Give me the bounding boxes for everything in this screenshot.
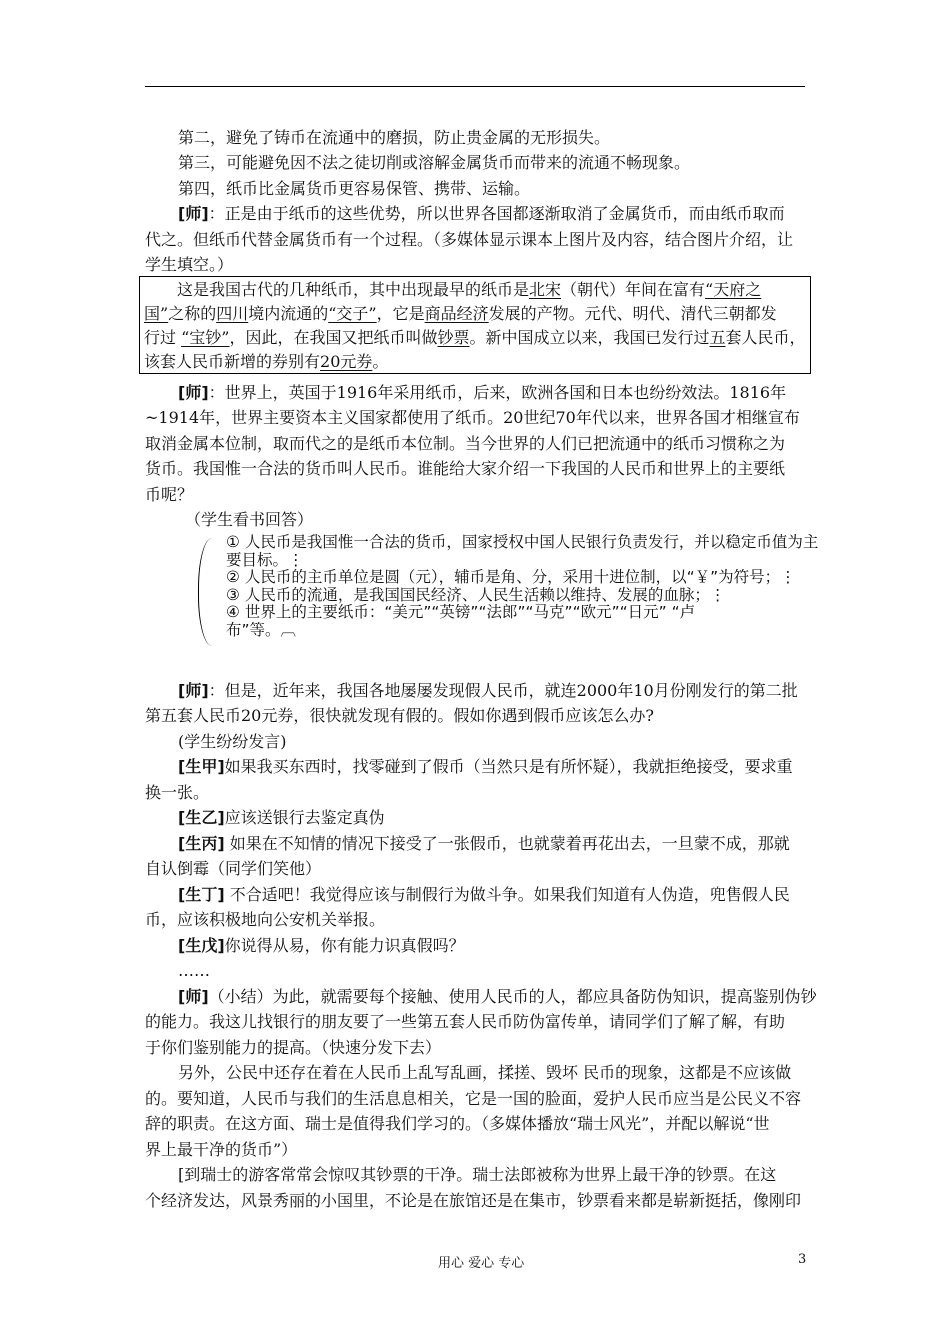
student-line: [生丙] 如果在不知情的情况下接受了一张假币，也就蒙着再花出去，一旦蒙不成，那就 <box>178 834 790 853</box>
paragraph-line: 个经济发达，风景秀丽的小国里，不论是在旅馆还是在集市，钞票看来都是崭新挺括，像刚印 <box>145 1191 802 1210</box>
student-line: [生丁] 不合适吧！我觉得应该与制假行为做斗争。如果我们知道有人伪造，兜售假人民 <box>178 885 790 904</box>
teacher-line: [师]：但是，近年来，我国各地屡屡发现假人民币，就连2000年10月份刚发行的第二批 <box>178 681 798 700</box>
speaker-tag: [师] <box>178 681 209 700</box>
speaker-tag: [生甲] <box>178 757 225 776</box>
list-item: 布”等。︹ <box>226 620 297 639</box>
paragraph-line: 于你们鉴别能力的提高。（快速分发下去） <box>145 1038 442 1057</box>
paragraph-line: 自认倒霉（同学们笑他） <box>145 859 322 878</box>
answer-blank: 国” <box>144 304 169 323</box>
list-item: ③ 人民币的流通，是我国国民经济、人民生活赖以维持、发展的血脉；⋮ <box>226 585 726 604</box>
teacher-line: [师]：世界上，英国于1916年采用纸币，后来，欧洲各国和日本也纷纷效法。1816年 <box>178 383 787 402</box>
header-rule <box>145 86 805 87</box>
ellipsis: …… <box>178 961 210 980</box>
student-line: [生戊]你说得从易，你有能力识真假吗？ <box>178 936 465 955</box>
speaker-tag: [生戊] <box>178 936 225 955</box>
paragraph-line: 的。要知道，人民币与我们的生活息息相关，它是一国的脸面，爱护人民币应当是公民义不容 <box>145 1089 802 1108</box>
answer-blank: 商品经济 <box>424 304 489 323</box>
paragraph: 第二，避免了铸币在流通中的磨损，防止贵金属的无形损失。 <box>178 128 611 147</box>
box-line: 这是我国古代的几种纸币，其中出现最早的纸币是北宋（朝代）年间在富有“天府之 <box>177 280 762 299</box>
speaker-tag: [生丁] <box>178 885 225 904</box>
paragraph: 第三，可能避免因不法之徒切削或溶解金属货币而带来的流通不畅现象。 <box>178 153 691 172</box>
teacher-line <box>145 201 805 227</box>
paragraph-line: 取消金属本位制，取而代之的是纸币本位制。当今世界的人们已把流通中的纸币习惯称之为 <box>145 434 786 453</box>
list-item: ④ 世界上的主要纸币：“美元”“英镑”“法郎”“马克”“欧元”“日元” “卢 <box>226 603 696 621</box>
page-number: 3 <box>798 1252 807 1267</box>
box-line: 国”之称的四川境内流通的“交子”，它是商品经济发展的产物。元代、明代、清代三朝都发 <box>144 304 777 323</box>
speaker-tag: [师] <box>178 383 209 402</box>
answer-blank: “天府之 <box>705 280 762 299</box>
paragraph: 第四，纸币比金属货币更容易保管、携带、运输。 <box>178 179 531 198</box>
answer-blank: 四川 <box>216 304 249 323</box>
paragraph-line: 另外，公民中还存在着在人民币上乱写乱画，揉搓、毁坏 民币的现象，这都是不应该做 <box>178 1063 792 1082</box>
answer-list <box>226 534 866 639</box>
student-line: [生乙]应该送银行去鉴定真伪 <box>178 808 385 827</box>
box-line: 行过 “宝钞”，因此，在我国又把纸币叫做钞票。新中国成立以来，我国已发行过五套人民币， <box>144 328 806 347</box>
paragraph-line: 币，应该积极地向公安机关举报。 <box>145 910 386 929</box>
fill-in-box <box>139 276 811 374</box>
answer-blank: 20元券 <box>320 352 373 371</box>
answer-blank: “交子” <box>328 304 377 323</box>
answer-blank: 五 <box>709 328 726 347</box>
paragraph-line: 界上最干净的货币”） <box>145 1140 298 1159</box>
paragraph-line: 辞的职责。在这方面、瑞士是值得我们学习的。（多媒体播放“瑞士风光”，并配以解说“世 <box>145 1114 770 1133</box>
teacher-line: [师]（小结）为此，就需要每个接触、使用人民币的人，都应具备防伪知识，提高鉴别伪钞 <box>178 987 817 1006</box>
paragraph-line: 学生填空。） <box>145 255 234 274</box>
answer-blank: 北宋 <box>529 280 562 299</box>
answer-blank: 钞票 <box>437 328 470 347</box>
paragraph-line: [到瑞士的游客常常会惊叹其钞票的干净。瑞士法郎被称为世界上最干净的钞票。在这 <box>178 1165 777 1184</box>
paragraph-line: 的能力。我这儿找银行的朋友要了一些第五套人民币防伪富传单，请同学们了解了解，有助 <box>145 1012 786 1031</box>
speaker-tag: [生乙] <box>178 808 225 827</box>
paragraph-line: 货币。我国惟一合法的货币叫人民币。谁能给大家介绍一下我国的人民币和世界上的主要纸 <box>145 459 786 478</box>
box-line: 该套人民币新增的券别有20元券。 <box>144 352 389 371</box>
stage-note: （学生看书回答） <box>185 510 314 529</box>
footer-motto: 用心 爱心 专心 <box>438 1256 525 1271</box>
answer-blank: “宝钞” <box>181 328 230 347</box>
stage-note: (学生纷纷发言) <box>178 732 287 751</box>
list-item: ② 人民币的主币单位是圆（元），辅币是角、分，采用十进位制，以“￥”为符号；⋮ <box>226 568 796 586</box>
paragraph-line: ~1914年，世界主要资本主义国家都使用了纸币。20世纪70年代以来，世界各国才相继宣布 <box>145 408 800 427</box>
paragraph-line: 换一张。 <box>145 783 210 802</box>
speaker-tag: [生丙] <box>178 834 225 853</box>
list-item: 要目标。⋮ <box>226 550 304 569</box>
speaker-tag: [师] <box>178 987 209 1006</box>
student-line: [生甲]如果我买东西时，找零碰到了假币（当然只是有所怀疑），我就拒绝接受，要求重 <box>178 757 793 776</box>
paragraph-line: 第五套人民币20元券，很快就发现有假的。假如你遇到假币应该怎么办? <box>145 706 654 725</box>
paragraph-line: 币呢？ <box>145 485 194 504</box>
paragraph-line: 代之。但纸币代替金属货币有一个过程。（多媒体显示课本上图片及内容，结合图片介绍，让 <box>145 230 794 249</box>
speaker-tag: [师] <box>178 204 209 223</box>
left-brace <box>198 538 215 646</box>
list-item: ① 人民币是我国惟一合法的货币，国家授权中国人民银行负责发行，并以稳定币值为主 <box>226 533 819 551</box>
text: ：正是由于纸币的这些优势，所以世界各国都逐渐取消了金属货币，而由纸币取而 <box>208 204 785 223</box>
